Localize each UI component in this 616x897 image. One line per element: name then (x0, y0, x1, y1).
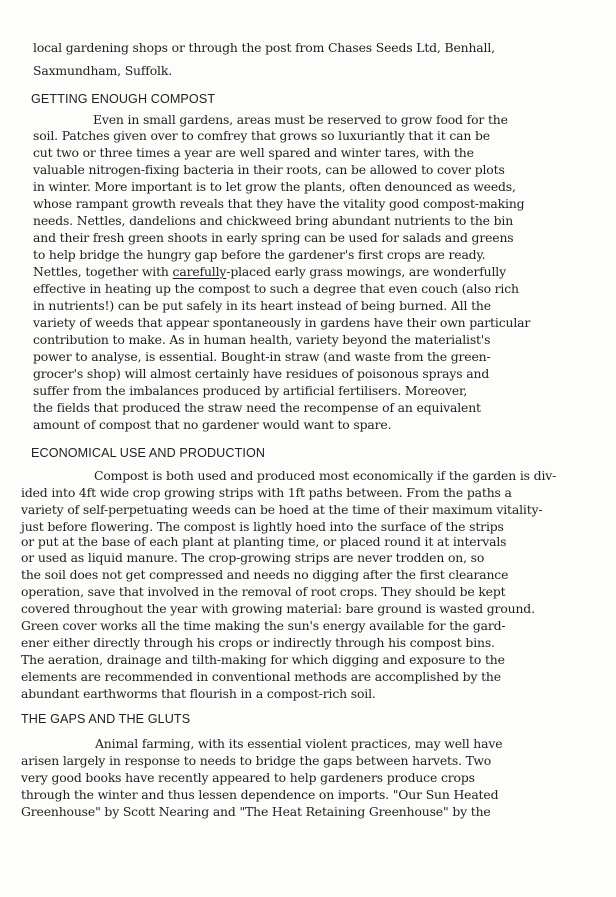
paragraph-line: Compost is both used and produced most economically if the garden is div- (94, 468, 557, 483)
line-suffix: -placed early grass mowings, are wonderfully (226, 264, 506, 279)
paragraph-line: covered throughout the year with growing material: bare ground is wasted ground. (21, 601, 535, 616)
paragraph-line: or used as liquid manure. The crop-growing strips are never trodden on, so (21, 550, 485, 565)
paragraph-line: through the winter and thus lessen dependence on imports. "Our Sun Heated (21, 787, 499, 802)
paragraph-line: effective in heating up the compost to such a degree that even couch (also rich (33, 281, 519, 296)
paragraph-line: Greenhouse" by Scott Nearing and "The Heat Retaining Greenhouse" by the (21, 804, 491, 819)
paragraph-line: the soil does not get compressed and needs no digging after the first clearance (21, 567, 509, 582)
paragraph-line: whose rampant growth reveals that they have the vitality good compost-making (33, 196, 525, 211)
paragraph-line: needs. Nettles, dandelions and chickweed bring abundant nutrients to the bin (33, 213, 514, 228)
paragraph-line: variety of weeds that appear spontaneously in gardens have their own particular (33, 315, 531, 330)
paragraph-line: operation, save that involved in the removal of root crops. They should be kept (21, 584, 506, 599)
line-prefix: Nettles, together with (33, 264, 173, 279)
paragraph-line: suffer from the imbalances produced by artificial fertilisers. Moreover, (33, 383, 468, 398)
paragraph-line: variety of self-perpetuating weeds can be hoed at the time of their maximum vitality- (21, 502, 543, 517)
paragraph-line: abundant earthworms that flourish in a compost-rich soil. (21, 686, 376, 701)
paragraph-line: The aeration, drainage and tilth-making for which digging and exposure to the (21, 652, 505, 667)
paragraph-line: or put at the base of each plant at planting time, or placed round it at intervals (21, 534, 507, 549)
paragraph-line: in winter. More important is to let grow the plants, often denounced as weeds, (33, 179, 516, 194)
paragraph-line: arisen largely in response to needs to bridge the gaps between harvets. Two (21, 753, 492, 768)
paragraph-line: the fields that produced the straw need the recompense of an equivalent (33, 400, 481, 415)
paragraph-line: just before flowering. The compost is lightly hoed into the surface of the strips (21, 519, 504, 534)
section-heading-getting-enough-compost: GETTING ENOUGH COMPOST (31, 92, 216, 106)
paragraph-line: Animal farming, with its essential violent practices, may well have (95, 736, 503, 751)
paragraph-line: in nutrients!) can be put safely in its heart instead of being burned. All the (33, 298, 491, 313)
paragraph-line: Even in small gardens, areas must be reserved to grow food for the (93, 112, 508, 127)
paragraph-line: ided into 4ft wide crop growing strips with 1ft paths between. From the paths a (21, 485, 512, 500)
paragraph-line: cut two or three times a year are well spared and winter tares, with the (33, 145, 474, 160)
paragraph-line: Green cover works all the time making the sun's energy available for the gard- (21, 618, 506, 633)
paragraph-line: valuable nitrogen-fixing bacteria in their roots, can be allowed to cover plots (33, 162, 505, 177)
paragraph-line: and their fresh green shoots in early spring can be used for salads and greens (33, 230, 514, 245)
paragraph-line: very good books have recently appeared to help gardeners produce crops (21, 770, 475, 785)
paragraph-line: elements are recommended in conventional methods are accomplished by the (21, 669, 501, 684)
paragraph-line: contribution to make. As in human health, variety beyond the materialist's (33, 332, 491, 347)
intro-line-1: local gardening shops or through the post from Chases Seeds Ltd, Benhall, (33, 40, 495, 55)
paragraph-line: power to analyse, is essential. Bought-in straw (and waste from the green- (33, 349, 491, 364)
paragraph-line: soil. Patches given over to comfrey that grows so luxuriantly that it can be (33, 128, 490, 143)
paragraph-line: grocer's shop) will almost certainly have residues of poisonous sprays and (33, 366, 490, 381)
paragraph-line: to help bridge the hungry gap before the gardener's first crops are ready. (33, 247, 486, 262)
paragraph-line: ener either directly through his crops or indirectly through his compost bins. (21, 635, 495, 650)
section-heading-economical-use: ECONOMICAL USE AND PRODUCTION (31, 446, 266, 460)
intro-line-2: Saxmundham, Suffolk. (33, 63, 173, 78)
section-heading-gaps-and-gluts: THE GAPS AND THE GLUTS (21, 712, 191, 726)
paragraph-line (33, 264, 506, 280)
paragraph-line: amount of compost that no gardener would want to spare. (33, 417, 392, 432)
underlined-word: carefully (172, 264, 227, 279)
